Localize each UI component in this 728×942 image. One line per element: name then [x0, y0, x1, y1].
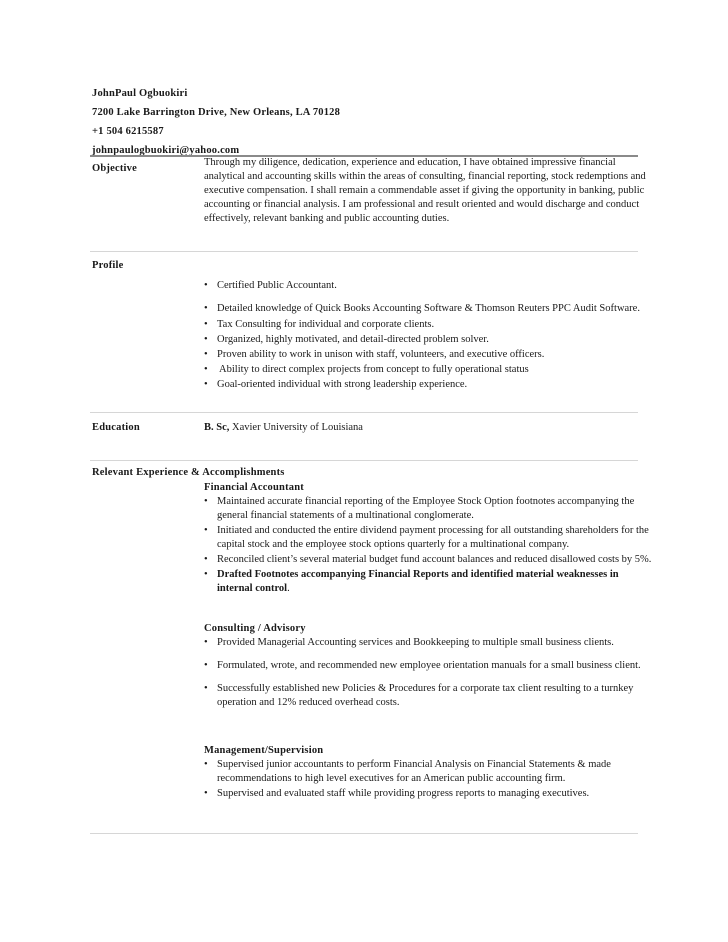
- education-heading: Education: [92, 422, 140, 433]
- job-title: Consulting / Advisory: [204, 623, 306, 634]
- bold-accomplishment: Drafted Footnotes accompanying Financial Reports and identified material weaknesses in internal control: [217, 569, 619, 594]
- list-item: • Proven ability to work in unison with staff, volunteers, and executive officers.: [204, 348, 644, 362]
- profile-list: [204, 279, 644, 392]
- experience-heading: Relevant Experience & Accomplishments: [92, 467, 285, 478]
- list-item: • Supervised and evaluated staff while providing progress reports to managing executives.: [204, 787, 652, 801]
- period: .: [287, 583, 290, 594]
- section-divider: [90, 833, 638, 834]
- list-item: • Supervised junior accountants to perform Financial Analysis on Financial Statements & made recommendations to high level executives for an American public accounting firm.: [204, 758, 652, 786]
- list-item: • Goal-oriented individual with strong leadership experience.: [204, 378, 644, 392]
- contact-block: [92, 84, 340, 160]
- management-block: [204, 744, 652, 801]
- address: 7200 Lake Barrington Drive, New Orleans, LA 70128: [92, 107, 341, 118]
- phone-number: +1 504 6215587: [92, 126, 164, 137]
- job-title: Financial Accountant: [204, 482, 304, 493]
- section-divider: [90, 251, 638, 252]
- list-item: • Initiated and conducted the entire dividend payment processing for all outstanding shareholders for the capital stock and the employee stock options quarterly for a multinational company.: [204, 524, 652, 552]
- profile-heading: Profile: [92, 260, 124, 271]
- list-item: • Ability to direct complex projects from concept to fully operational status: [204, 363, 644, 377]
- list-item: • Reconciled client’s several material budget fund account balances and reduced disallowed costs by 5%.: [204, 553, 652, 567]
- objective-heading: Objective: [92, 163, 137, 174]
- financial-accountant-block: [204, 481, 652, 596]
- list-item: • Detailed knowledge of Quick Books Accounting Software & Thomson Reuters PPC Audit Software.: [204, 302, 644, 316]
- list-item: • Organized, highly motivated, and detail-directed problem solver.: [204, 333, 644, 347]
- job-title: Management/Supervision: [204, 745, 324, 756]
- email-address: johnpaulogbuokiri@yahoo.com: [92, 145, 240, 156]
- objective-text: Through my diligence, dedication, experience and education, I have obtained impressive financial analytical and accounting skills within the areas of consulting, financial reporting, stock redemptions and executive compensation. I shall remain a commendable asset if giving the opportunity in banking, public accounting or financial analysis. I am professional and result oriented and would discharge and conduct effectively, relevant banking and public accounting duties.: [204, 157, 646, 224]
- education-entry: [204, 421, 654, 435]
- school-name: Xavier University of Louisiana: [232, 422, 363, 433]
- section-divider: [90, 460, 638, 461]
- list-item: [204, 568, 652, 596]
- list-item: • Formulated, wrote, and recommended new employee orientation manuals for a small business client.: [204, 659, 652, 673]
- list-item: • Maintained accurate financial reporting of the Employee Stock Option footnotes accompanying the general financial statements of a multinational conglomerate.: [204, 495, 652, 523]
- consulting-block: [204, 622, 652, 710]
- degree: B. Sc,: [204, 422, 230, 433]
- list-item: • Provided Managerial Accounting services and Bookkeeping to multiple small business clients.: [204, 636, 652, 650]
- list-item: • Certified Public Accountant.: [204, 279, 644, 293]
- applicant-name: JohnPaul Ogbuokiri: [92, 88, 188, 99]
- section-divider: [90, 412, 638, 413]
- list-item: • Successfully established new Policies & Procedures for a corporate tax client resulting to a turnkey operation and 12% reduced overhead costs.: [204, 682, 652, 710]
- list-item: • Tax Consulting for individual and corporate clients.: [204, 318, 644, 332]
